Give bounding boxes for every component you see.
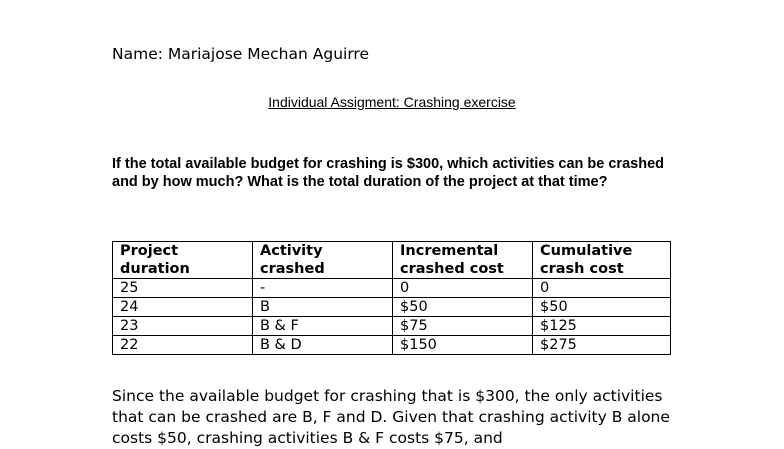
table-row xyxy=(113,317,671,336)
header-cumulative-cost: Cumulative crash cost xyxy=(533,242,671,279)
assignment-title: Individual Assigment: Crashing exercise xyxy=(268,94,516,110)
cell-incremental: 0 xyxy=(393,279,533,298)
table-row xyxy=(113,298,671,317)
cell-cumulative: $50 xyxy=(533,298,671,317)
student-name: Name: Mariajose Mechan Aguirre xyxy=(112,45,369,63)
cell-incremental: $75 xyxy=(393,317,533,336)
cell-cumulative: $125 xyxy=(533,317,671,336)
cell-incremental: $150 xyxy=(393,336,533,355)
header-incremental-cost: Incremental crashed cost xyxy=(393,242,533,279)
cell-activity: B & D xyxy=(253,336,393,355)
header-activity-crashed: Activity crashed xyxy=(253,242,393,279)
cell-activity: B xyxy=(253,298,393,317)
cell-duration: 25 xyxy=(113,279,253,298)
question-text: If the total available budget for crashing is $300, which activities can be crashed and by how much? What is the total duration of the project at that time? xyxy=(112,156,664,190)
cell-activity: B & F xyxy=(253,317,393,336)
header-project-duration: Project duration xyxy=(113,242,253,279)
cell-duration: 24 xyxy=(113,298,253,317)
table-header-row xyxy=(113,242,671,279)
cell-duration: 22 xyxy=(113,336,253,355)
table-row xyxy=(113,336,671,355)
cell-duration: 23 xyxy=(113,317,253,336)
cell-activity: - xyxy=(253,279,393,298)
cell-incremental: $50 xyxy=(393,298,533,317)
answer-paragraph: Since the available budget for crashing that is $300, the only activities that can be crashed are B, F and D. Given that crashing activity B alone costs $50, crashing activities B & F costs $75, and xyxy=(112,387,670,447)
crashing-table xyxy=(112,241,671,355)
cell-cumulative: $275 xyxy=(533,336,671,355)
table-row xyxy=(113,279,671,298)
cell-cumulative: 0 xyxy=(533,279,671,298)
